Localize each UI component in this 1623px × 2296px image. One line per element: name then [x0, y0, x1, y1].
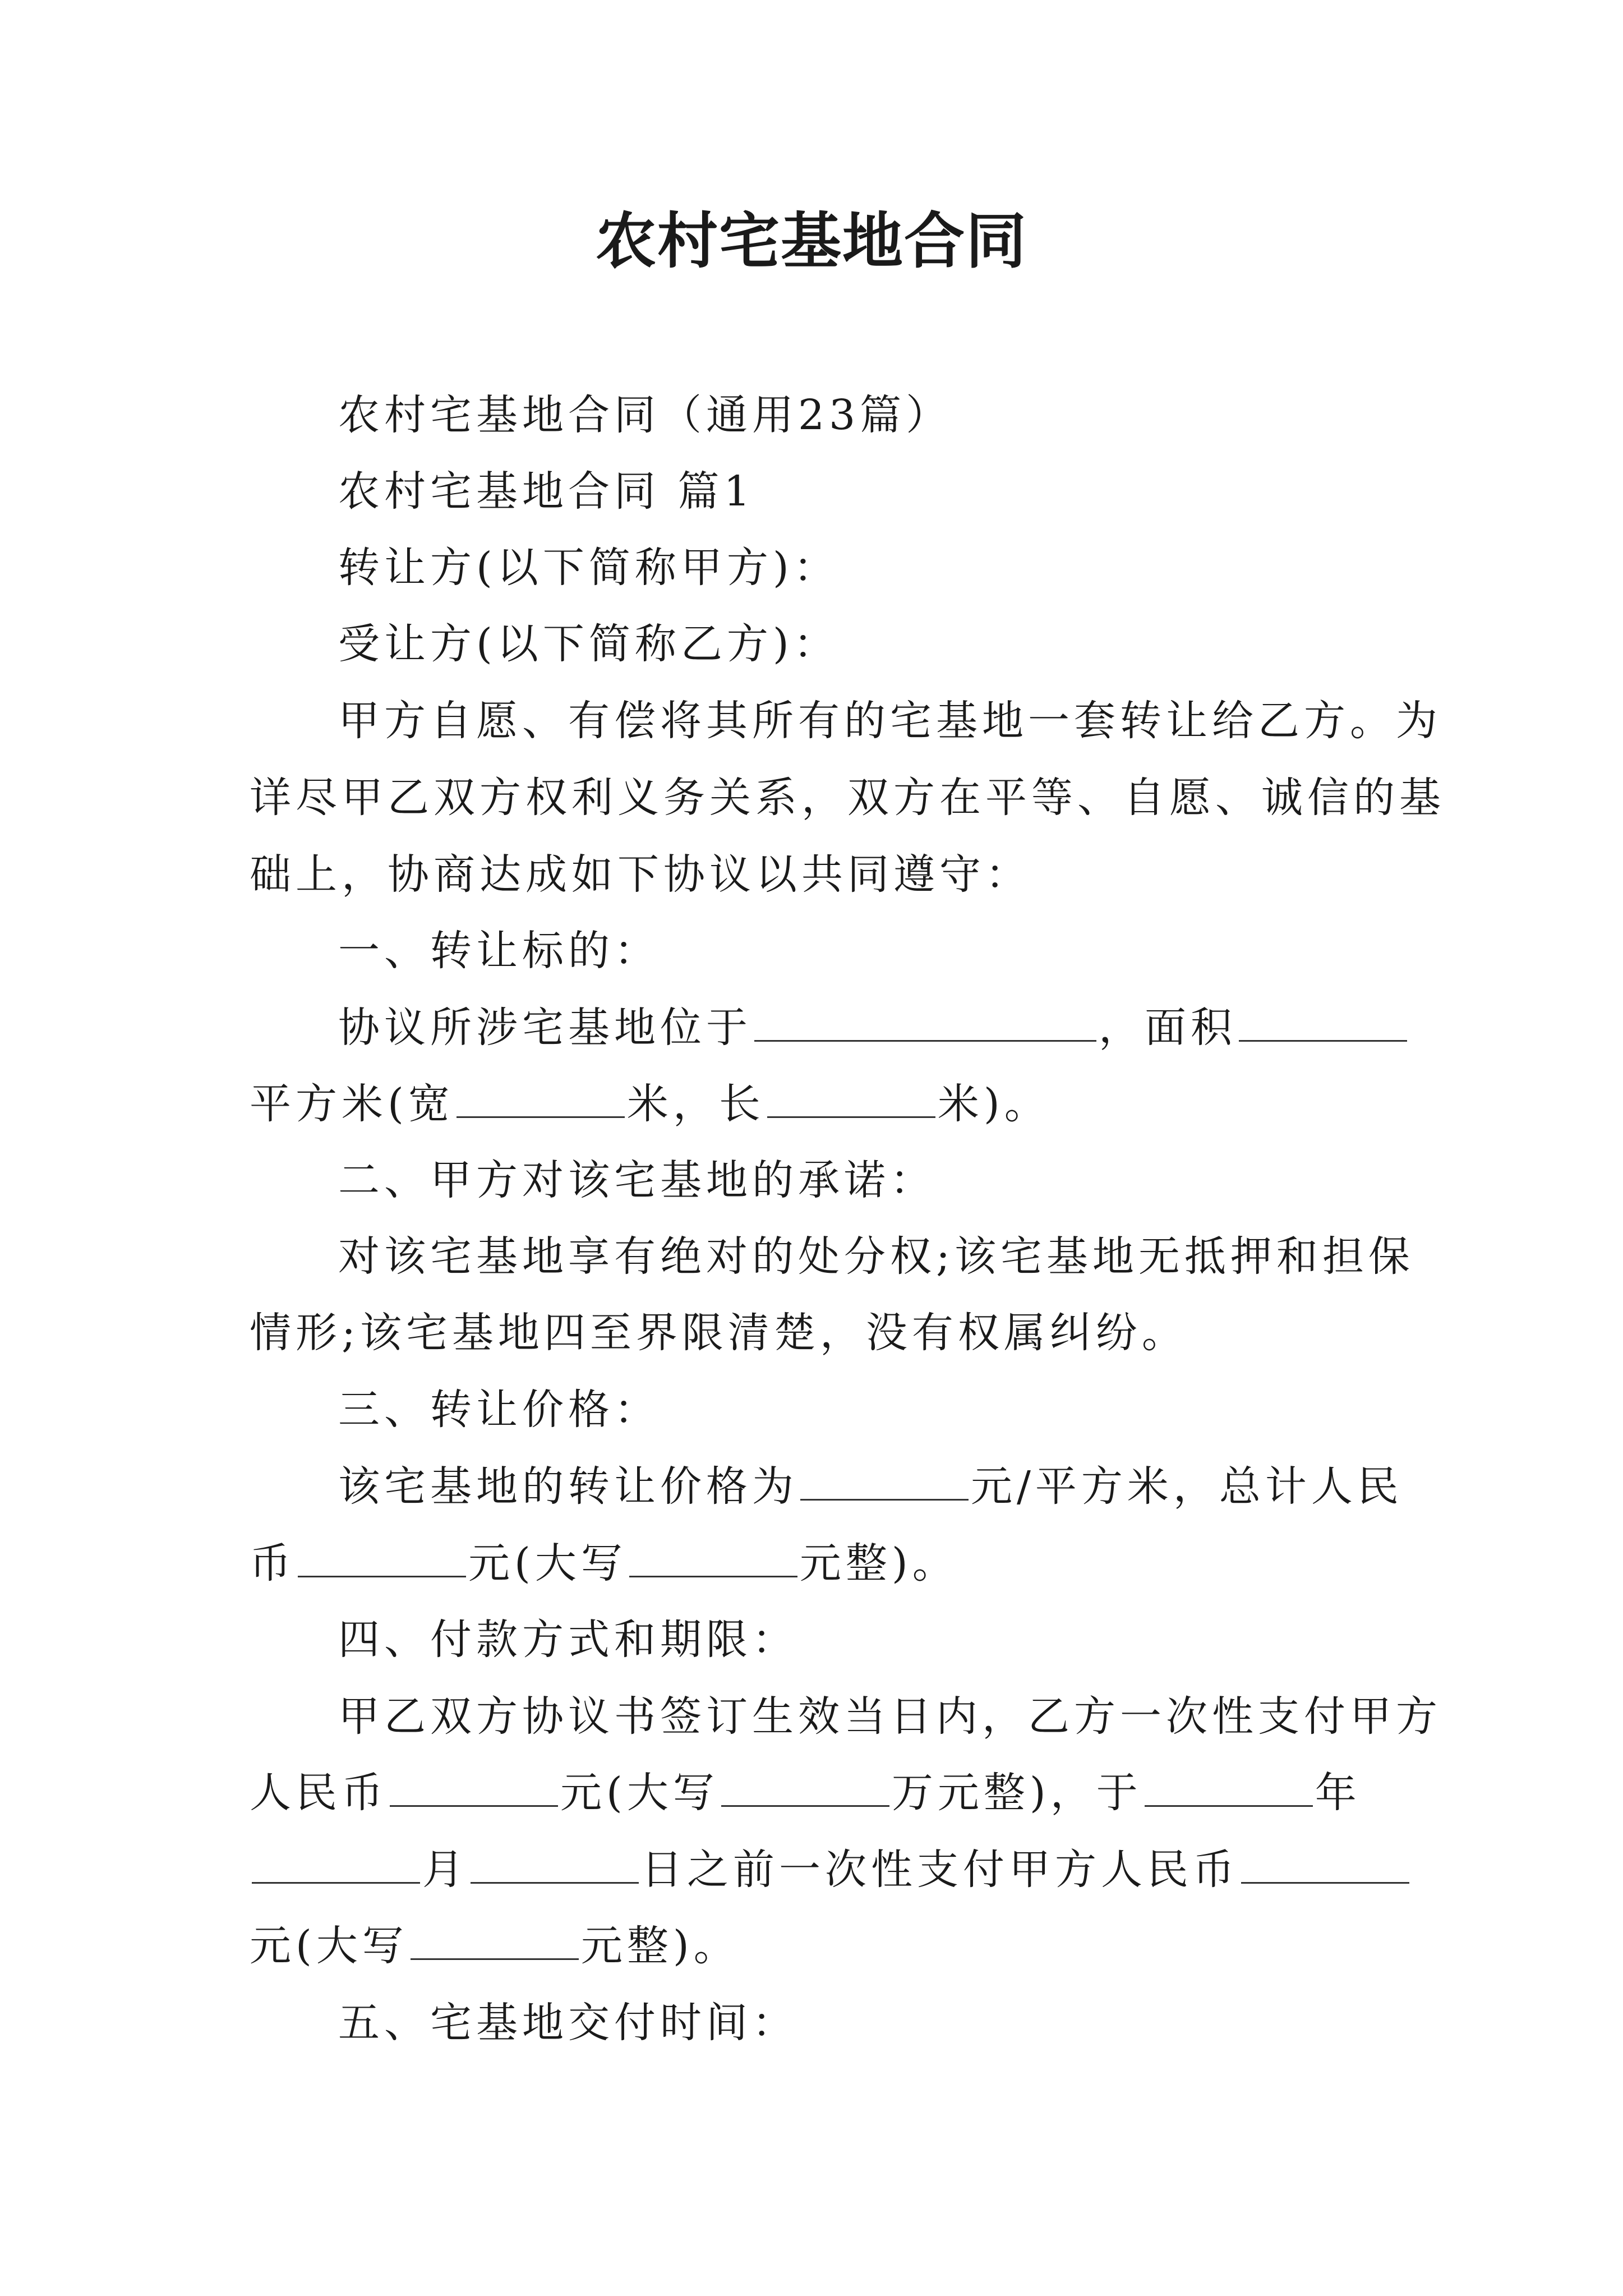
clause2-line-1: 对该宅基地享有绝对的处分权;该宅基地无抵押和担保 — [338, 1232, 1414, 1281]
blank-location[interactable] — [754, 1003, 1096, 1042]
clause4-text-b: 元(大写 — [560, 1769, 719, 1817]
clause1-text-c: 平方米(宽 — [250, 1080, 454, 1128]
clause2-heading: 二、甲方对该宅基地的承诺： — [338, 1156, 936, 1204]
clause1-text-d: 米，长 — [626, 1080, 765, 1128]
clause1-line-1 — [338, 1000, 1382, 1056]
party-b-line: 受让方(以下简称乙方)： — [338, 620, 840, 668]
clause1-text-e: 米)。 — [937, 1080, 1050, 1128]
blank-second-payment[interactable] — [1241, 1845, 1409, 1884]
document-title: 农村宅基地合同 — [595, 206, 1027, 277]
party-a-line: 转让方(以下简称甲方)： — [338, 544, 840, 592]
document-subtitle: 农村宅基地合同（通用23篇） — [338, 391, 952, 439]
clause2-line-2: 情形;该宅基地四至界限清楚，没有权属纠纷。 — [250, 1309, 1188, 1357]
clause3-heading: 三、转让价格： — [338, 1386, 660, 1434]
blank-area[interactable] — [1239, 1003, 1407, 1042]
section-heading: 农村宅基地合同 篇1 — [338, 467, 755, 516]
blank-day[interactable] — [471, 1845, 639, 1884]
clause3-text-e: 元整)。 — [799, 1539, 958, 1588]
clause4-text-d: 年 — [1315, 1769, 1361, 1817]
blank-first-payment[interactable] — [390, 1768, 558, 1807]
clause3-line-1 — [338, 1458, 1403, 1515]
intro-line-2: 详尽甲乙双方权利义务关系，双方在平等、自愿、诚信的基 — [250, 774, 1445, 822]
clause3-text-c: 币 — [250, 1539, 296, 1588]
clause4-heading: 四、付款方式和期限： — [338, 1616, 798, 1664]
blank-year[interactable] — [1145, 1768, 1313, 1807]
clause1-heading: 一、转让标的： — [338, 927, 660, 975]
clause4-text-h: 元整)。 — [580, 1922, 740, 1970]
intro-line-3: 础上，协商达成如下协议以共同遵守： — [250, 850, 1031, 899]
clause4-text-f: 日之前一次性支付甲方人民币 — [641, 1846, 1239, 1894]
blank-width[interactable] — [457, 1079, 625, 1118]
clause4-text-e: 月 — [422, 1846, 468, 1894]
clause1-text-a: 协议所涉宅基地位于 — [338, 1004, 752, 1052]
clause4-line-1: 甲乙双方协议书签订生效当日内，乙方一次性支付甲方 — [338, 1692, 1442, 1741]
blank-month[interactable] — [252, 1845, 420, 1884]
clause4-line-2 — [250, 1765, 1382, 1821]
blank-second-payment-uppercase[interactable] — [411, 1921, 579, 1960]
clause4-text-a: 人民币 — [250, 1769, 388, 1817]
clause4-line-4 — [250, 1918, 1382, 1974]
clause5-heading: 五、宅基地交付时间： — [338, 1999, 798, 2047]
blank-first-payment-uppercase[interactable] — [721, 1768, 889, 1807]
blank-unit-price[interactable] — [800, 1462, 969, 1501]
clause1-line-2 — [250, 1076, 1382, 1132]
clause3-line-2 — [250, 1535, 1382, 1591]
blank-total-price-uppercase[interactable] — [629, 1539, 797, 1577]
blank-length[interactable] — [767, 1079, 935, 1118]
clause3-text-b: 元/平方米，总计人民 — [971, 1462, 1403, 1511]
clause4-text-c: 万元整)，于 — [891, 1769, 1142, 1817]
clause3-text-d: 元(大写 — [468, 1539, 627, 1588]
clause1-text-b: ，面积 — [1099, 1004, 1237, 1052]
clause4-text-g: 元(大写 — [250, 1922, 408, 1970]
blank-total-price[interactable] — [298, 1539, 466, 1577]
intro-line-1: 甲方自愿、有偿将其所有的宅基地一套转让给乙方。为 — [338, 697, 1442, 745]
clause4-line-3 — [250, 1842, 1382, 1898]
clause3-text-a: 该宅基地的转让价格为 — [338, 1462, 798, 1511]
